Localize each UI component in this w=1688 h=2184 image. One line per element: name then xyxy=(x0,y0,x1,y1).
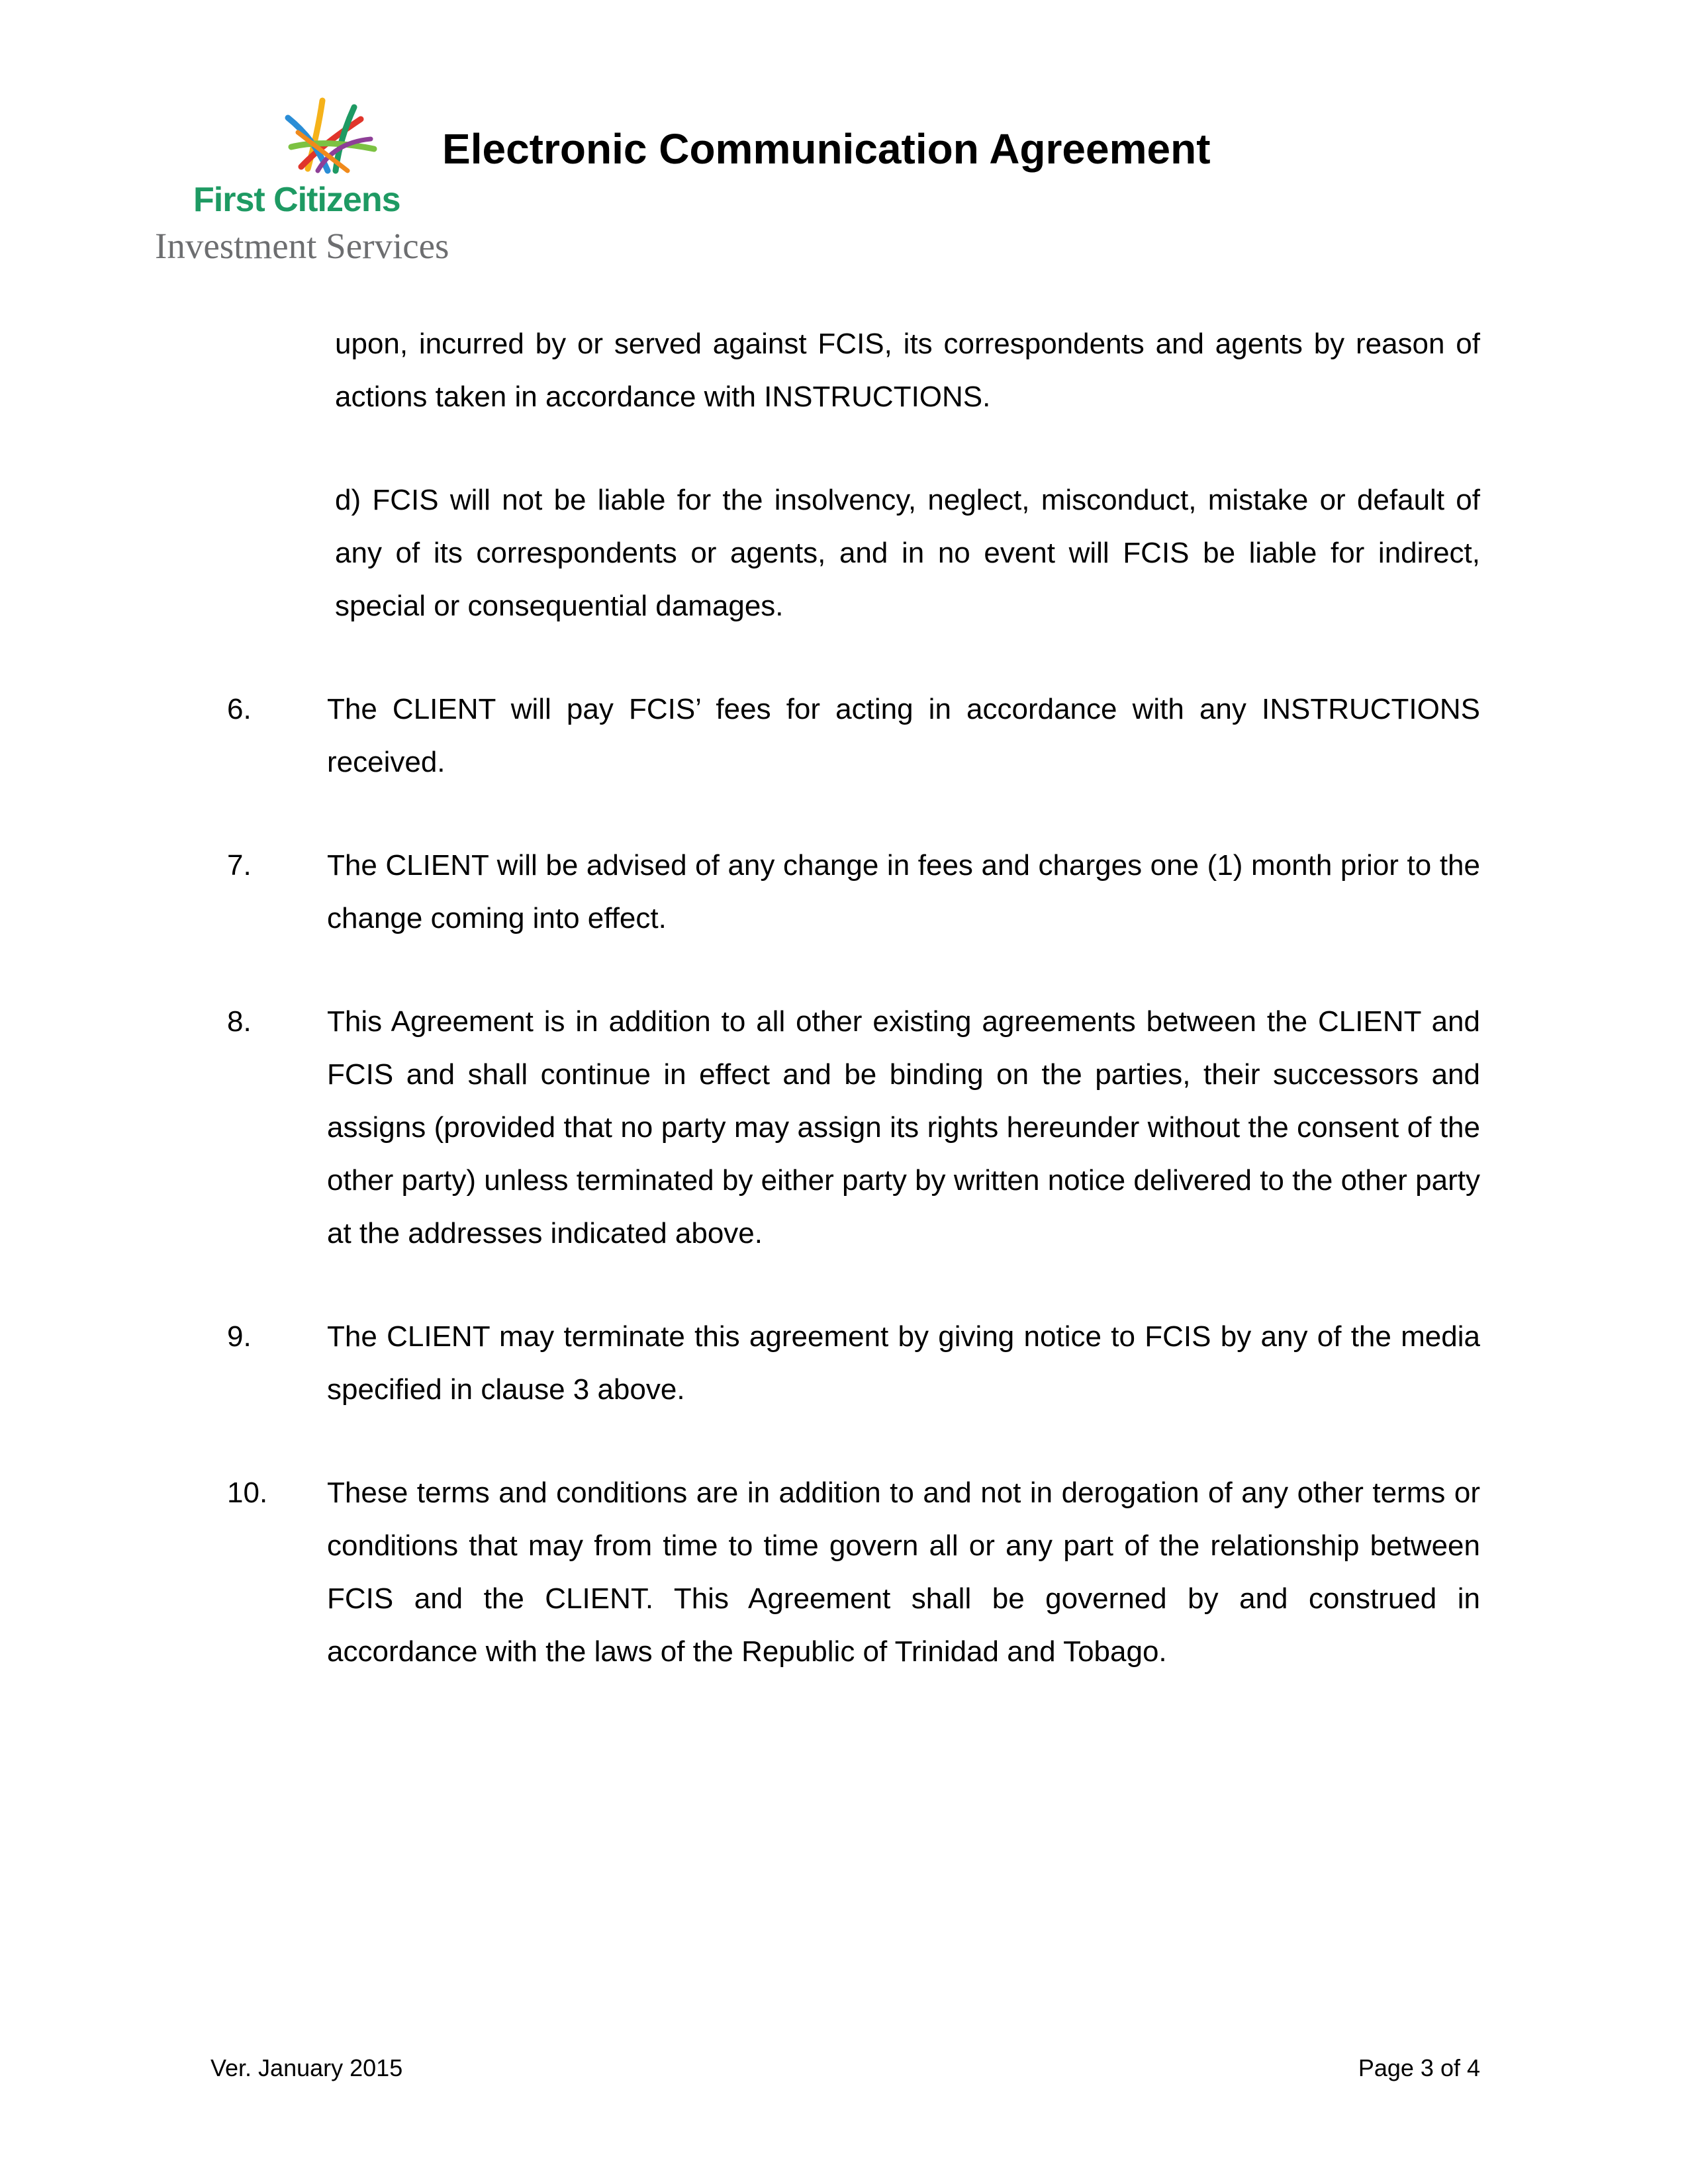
brand-subtitle: Investment Services xyxy=(155,226,449,266)
clause-text: These terms and conditions are in addition to and not in derogation of any other terms or conditions that may from time to time govern all or any part of the relationship between FCIS and the CLIENT. This Agreement shall be governed by and construed in accordance with the laws of the Republic of Trinidad and Tobago. xyxy=(327,1477,1480,1668)
brand-name: First Citizens xyxy=(193,181,400,219)
clause-5d-paragraph: d) FCIS will not be liable for the insolvency, neglect, misconduct, mistake or default of any of its correspondents or agents, and in no event will FCIS be liable for indirect, special or consequential damages. xyxy=(335,484,1480,622)
company-logo xyxy=(152,93,463,271)
clause-text: This Agreement is in addition to all other existing agreements between the CLIENT and FCIS and shall continue in effect and be binding on the parties, their successors and assigns (provided that no party may assign its rights hereunder without the consent of the other party) unless terminated by either party by written notice delivered to the other party at the addresses indicated above. xyxy=(327,1005,1480,1250)
footer-page-number: Page 3 of 4 xyxy=(1358,2054,1480,2081)
clause-number: 10. xyxy=(227,1477,268,1509)
clause-number: 8. xyxy=(227,1005,252,1038)
footer-version: Ver. January 2015 xyxy=(211,2054,403,2081)
document-title: Electronic Communication Agreement xyxy=(442,125,1211,173)
clause-number: 9. xyxy=(227,1320,252,1353)
continuation-paragraph: upon, incurred by or served against FCIS, its correspondents and agents by reason of actions taken in accordance with INSTRUCTIONS. xyxy=(335,328,1480,413)
clause-text: The CLIENT will pay FCIS’ fees for acting in accordance with any INSTRUCTIONS received. xyxy=(327,693,1480,778)
clause-number: 7. xyxy=(227,849,252,882)
clause-text: The CLIENT may terminate this agreement by giving notice to FCIS by any of the media specified in clause 3 above. xyxy=(327,1320,1480,1406)
ribbon-logo-icon xyxy=(261,93,394,185)
clause-text: The CLIENT will be advised of any change in fees and charges one (1) month prior to the change coming into effect. xyxy=(327,849,1480,934)
clause-number: 6. xyxy=(227,693,252,725)
